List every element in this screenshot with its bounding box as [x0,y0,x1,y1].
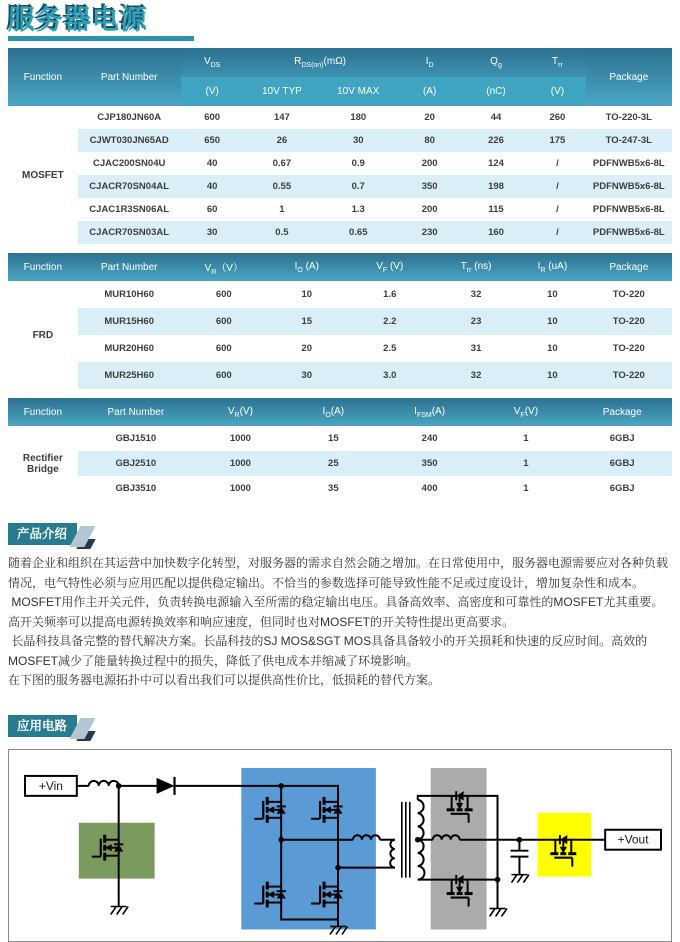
vin-label: +Vin [38,778,63,793]
data-cell: 350 [380,451,480,476]
table-row [8,152,672,175]
data-cell: 30 [181,221,244,244]
ground-symbol [111,899,128,914]
data-cell: TO-220 [586,308,672,335]
data-cell: 10 [519,308,585,335]
header-cell: $T_{rr}$ (ns) [433,253,519,281]
data-cell: 44 [490,112,502,123]
function-cell: Rectifier Bridge [8,426,78,501]
data-cell: 1000 [229,433,251,444]
header-cell: Function [8,48,78,106]
data-cell: 0.65 [320,221,396,244]
data-cell: 2.5 [383,343,397,354]
diode-symbol [157,777,175,793]
table-row [8,106,672,129]
intro-paragraph: 在下图的服务器电源拓扑中可以看出我们可以提供高性价比，低损耗的替代方案。 [8,673,441,687]
header-cell: $V_F$ (V) [347,253,433,281]
header-cell: Package [586,253,672,281]
data-cell: 350 [396,175,462,198]
header-cell: $I_O$ (A) [267,253,347,281]
table-row [8,281,672,308]
part-number-cell: CJWT030JN65AD [78,129,181,152]
header-cell: $Q_g$ [463,48,529,77]
table-row [8,362,672,389]
frd-table [8,253,672,389]
header-cell: $I_R$ (uA) [519,253,585,281]
data-cell: 32 [470,289,482,300]
data-cell: 1000 [229,483,251,494]
unit-cell: (nC) [463,77,529,106]
data-cell: / [529,221,585,244]
data-cell: 1.6 [383,289,397,300]
circuit-section-heading: 应用电路 [8,715,77,737]
table-row [8,451,672,476]
data-cell: 198 [463,175,529,198]
table-row [8,129,672,152]
intro-paragraph: 随着企业和组织在其运营中加快数字化转型，对服务器的需求自然会随之增加。在日常使用中，服务器电源需要应对各种负载情况，电气特性必须与应用匹配以提供稳定输出。不恰当的参数选择可能导致性能不足或过度设计，增加复杂性和成本。 [8,556,669,590]
header-cell: $V_R(V)$ [181,253,267,281]
circuit-frame [8,749,672,942]
data-cell: 40 [181,175,244,198]
title-underline [8,36,194,41]
data-cell: 180 [350,112,367,123]
input-inductor [89,780,119,785]
header-cell: $V_{DS}$ [181,48,244,77]
data-cell: 30 [267,362,347,389]
data-cell: 200 [421,158,438,169]
data-cell: 160 [463,221,529,244]
data-cell: 10 [547,343,558,354]
header-cell: Part Number [78,48,181,106]
data-cell: 200 [421,204,438,215]
header-cell: $R_{DS(on)}(m\Omega)$ [244,48,397,77]
rectifier-bridge-table [8,398,672,501]
data-cell: 1 [279,204,285,215]
part-number-cell: MUR20H60 [104,343,154,354]
data-cell: 6GBJ [609,483,635,494]
data-cell: 0.5 [244,221,320,244]
data-cell: 2.2 [347,308,433,335]
header-cell: $I_D$ [396,48,462,77]
part-number-cell: GBJ3510 [115,483,157,494]
data-cell: 15 [328,433,339,444]
data-cell: 600 [181,308,267,335]
data-cell: 20 [424,112,435,123]
header-cell: $V_R(V)$ [194,398,287,426]
part-number-cell: CJAC200SN04U [93,158,166,169]
header-cell: $T_{rr}$ [529,48,585,77]
data-cell: 1 [523,483,529,494]
transformer-core [402,801,410,877]
data-cell: 115 [488,204,504,215]
data-cell: 650 [181,129,244,152]
data-cell: / [529,175,585,198]
circuit-section [8,715,672,942]
unit-cell: 10V MAX [320,77,396,106]
data-cell: 35 [328,483,339,494]
transformer-primary [390,839,395,867]
data-cell: TO-220 [586,362,672,389]
intro-paragraph: 长晶科技具备完整的替代解决方案。长晶科技的SJ MOS&SGT MOS具备具备较小的开关损耗和快速的反应时间。高效的MOSFET减少了能量转换过程中的损失，降低了供电成本并缩减了环境影响。 [8,634,648,668]
tables [8,48,672,501]
data-cell: 600 [181,362,267,389]
table-row [8,221,672,244]
data-cell: 400 [421,483,438,494]
data-cell: PDFNWB5x6-8L [586,175,672,198]
unit-cell: (A) [396,77,462,106]
data-cell: TO-220 [612,289,645,300]
data-cell: 0.9 [351,158,365,169]
part-number-cell: CJP180JN60A [97,112,162,123]
data-cell: 10 [547,289,558,300]
data-cell: TO-247-3L [586,129,672,152]
function-cell: MOSFET [8,106,78,244]
header-cell: Part Number [78,253,181,281]
data-cell: 10 [301,289,313,300]
part-number-cell: CJACR70SN04AL [78,175,181,198]
data-cell: 600 [215,343,232,354]
data-cell: 1000 [194,451,287,476]
header-cell: Function [8,253,78,281]
data-cell: 32 [433,362,519,389]
header-cell: $I_{FSM}(A)$ [380,398,480,426]
ground-symbol [490,901,507,916]
data-cell: 30 [320,129,396,152]
ground-symbol [511,867,528,882]
header-cell: Function [8,398,78,426]
table-row [8,308,672,335]
unit-cell: (V) [181,77,244,106]
header-cell: Package [572,398,672,426]
data-cell: / [556,204,559,215]
data-cell: 25 [287,451,380,476]
part-number-cell: GBJ1510 [115,433,157,444]
data-cell: / [556,158,559,169]
intro-paragraph: MOSFET用作主开关元件，负责转换电源输入至所需的稳定输出电压。具备高效率、高密度和可靠性的MOSFET尤其重要。高开关频率可以提高电源转换效率和响应速度，但同时也对MOSFET的开关特性提出更高要求。 [8,595,664,629]
header-cell: $V_F(V)$ [479,398,572,426]
data-cell: PDFNWB5x6-8L [586,221,672,244]
function-cell: FRD [8,281,78,389]
data-cell: 226 [463,129,529,152]
syncrect-stage-highlight [431,767,487,928]
data-cell: 124 [488,158,504,169]
data-cell: 80 [396,129,462,152]
part-number-cell: MUR10H60 [104,289,154,300]
data-cell: 15 [267,308,347,335]
intro-section-heading: 产品介绍 [8,523,77,545]
data-cell: 1.3 [351,204,365,215]
data-cell: 60 [206,204,218,215]
data-cell: TO-220 [612,343,645,354]
data-cell: 40 [206,158,218,169]
data-cell: 20 [301,343,313,354]
data-cell: 600 [215,289,232,300]
unit-cell: 10V TYP [244,77,320,106]
part-number-cell: GBJ2510 [78,451,194,476]
data-cell: 10 [519,362,585,389]
data-cell: TO-220-3L [605,112,652,123]
unit-cell: (V) [529,77,585,106]
data-cell: 1 [479,451,572,476]
data-cell: 0.67 [272,158,292,169]
table-row [8,175,672,198]
part-number-cell: CJAC1R3SN06AL [89,204,170,215]
data-cell: 31 [470,343,482,354]
data-cell: 23 [433,308,519,335]
vout-label: +Vout [617,832,649,847]
data-cell: 600 [204,112,221,123]
data-cell: 26 [244,129,320,152]
table-row [8,198,672,221]
table-row [8,476,672,501]
intro-paragraphs [8,554,672,691]
header-cell: Package [586,48,672,106]
data-cell: PDFNWB5x6-8L [592,204,665,215]
page-title: 服务器电源 [8,5,148,35]
table-row [8,335,672,362]
data-cell: 175 [529,129,585,152]
data-cell: 6GBJ [609,433,635,444]
data-cell: 6GBJ [572,451,672,476]
header-cell: $I_O(A)$ [287,398,380,426]
data-cell: PDFNWB5x6-8L [592,158,665,169]
data-cell: 230 [396,221,462,244]
table-row [8,426,672,451]
data-cell: 240 [421,433,438,444]
mosfet-table [8,48,672,244]
bridge-stage-highlight [241,767,376,928]
circuit-diagram [9,750,671,941]
part-number-cell: CJACR70SN03AL [78,221,181,244]
data-cell: 0.7 [320,175,396,198]
part-number-cell: MUR25H60 [78,362,181,389]
data-cell: 0.55 [244,175,320,198]
data-cell: 260 [549,112,566,123]
intro-section [8,523,672,691]
data-cell: 1 [523,433,529,444]
header-cell: Part Number [78,398,194,426]
data-cell: 3.0 [347,362,433,389]
data-cell: 147 [273,112,290,123]
part-number-cell: MUR15H60 [78,308,181,335]
